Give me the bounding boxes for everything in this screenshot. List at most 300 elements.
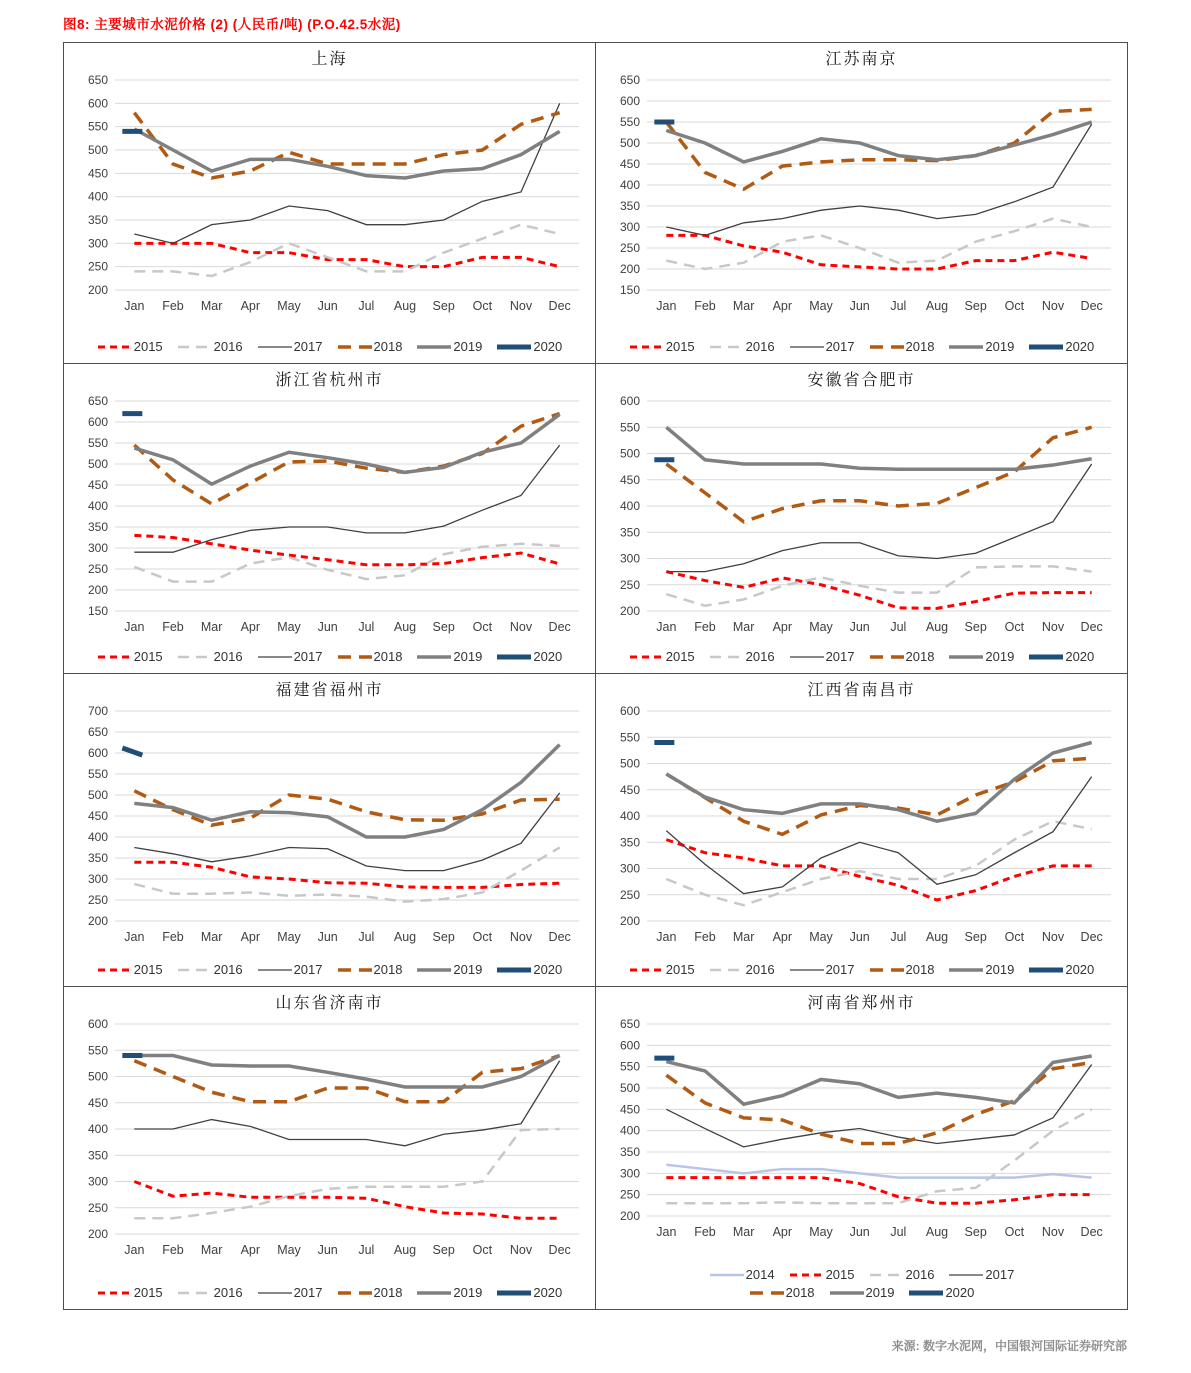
x-tick-label: Feb bbox=[693, 1225, 716, 1239]
legend-item-2017 bbox=[789, 339, 855, 354]
y-tick-label: 300 bbox=[619, 220, 640, 234]
chart-plot bbox=[601, 1014, 1123, 1244]
gridlines bbox=[619, 1017, 1110, 1223]
chart-title: 江西省南昌市 bbox=[807, 682, 916, 699]
legend-row bbox=[64, 962, 595, 977]
line-2019 bbox=[666, 1056, 1091, 1104]
legend-item-2017 bbox=[789, 962, 855, 977]
legend-label: 2016 bbox=[213, 1285, 243, 1300]
y-tick-label: 250 bbox=[87, 1200, 108, 1215]
y-tick-label: 600 bbox=[619, 94, 640, 108]
y-tick-label: 500 bbox=[87, 788, 108, 802]
legend-swatch-2019 bbox=[416, 342, 452, 352]
x-tick-label: Mar bbox=[200, 930, 222, 944]
x-tick-label: Oct bbox=[472, 1243, 492, 1257]
x-tick-label: Oct bbox=[1004, 620, 1024, 634]
x-tick-label: May bbox=[276, 930, 301, 944]
x-tick-label: Jan bbox=[655, 1225, 676, 1239]
x-tick-label: Jun bbox=[317, 930, 338, 944]
legend-item-2016 bbox=[177, 649, 243, 664]
legend-swatch-2019 bbox=[416, 965, 452, 975]
x-axis-labels bbox=[124, 299, 571, 313]
line-2019 bbox=[666, 427, 1091, 469]
legend-item-2019 bbox=[948, 649, 1014, 664]
chart-panel-3 bbox=[64, 364, 596, 674]
x-tick-label: Jan bbox=[123, 299, 144, 313]
y-tick-label: 350 bbox=[619, 525, 640, 540]
legend-swatch-2016 bbox=[869, 1270, 905, 1280]
x-tick-label: Oct bbox=[472, 299, 492, 313]
x-tick-label: Apr bbox=[772, 1225, 792, 1239]
x-tick-label: Apr bbox=[240, 1243, 260, 1257]
legend-label: 2016 bbox=[213, 962, 243, 977]
line-2015 bbox=[666, 235, 1091, 269]
legend-item-2017 bbox=[257, 962, 323, 977]
legend-item-2016 bbox=[177, 339, 243, 354]
x-tick-label: Mar bbox=[732, 1225, 754, 1239]
legend-label: 2015 bbox=[133, 962, 163, 977]
chart-legend bbox=[64, 1282, 595, 1300]
x-tick-label: Jun bbox=[317, 299, 338, 313]
legend-item-2020 bbox=[496, 962, 562, 977]
chart-panel-5 bbox=[64, 674, 596, 987]
legend-swatch-2018 bbox=[337, 965, 373, 975]
legend-row bbox=[64, 649, 595, 664]
y-tick-label: 450 bbox=[619, 472, 640, 487]
gridlines bbox=[619, 73, 1110, 297]
legend-row bbox=[596, 1267, 1127, 1282]
x-tick-label: Dec bbox=[1080, 930, 1103, 944]
legend-item-2020 bbox=[1028, 962, 1094, 977]
legend-label: 2016 bbox=[745, 339, 775, 354]
chart-legend bbox=[596, 959, 1127, 977]
x-tick-label: Aug bbox=[925, 930, 948, 944]
legend-label: 2017 bbox=[293, 649, 323, 664]
legend-item-2015 bbox=[629, 649, 695, 664]
line-2019 bbox=[134, 129, 559, 178]
chart-title: 江苏南京 bbox=[825, 51, 898, 68]
legend-label: 2020 bbox=[533, 962, 563, 977]
x-tick-label: Sep bbox=[964, 620, 987, 634]
legend-swatch-2015 bbox=[97, 342, 133, 352]
legend-swatch-2017 bbox=[257, 965, 293, 975]
legend-swatch-2016 bbox=[177, 1288, 213, 1298]
y-tick-label: 500 bbox=[87, 143, 108, 157]
x-tick-label: Nov bbox=[509, 1243, 532, 1257]
x-tick-label: Apr bbox=[772, 299, 792, 313]
figure-title: 图8: 主要城市水泥价格 (2) (人民币/吨) (P.O.42.5水泥) bbox=[63, 17, 401, 32]
legend-row bbox=[64, 1285, 595, 1300]
x-tick-label: Oct bbox=[1004, 1225, 1024, 1239]
legend-item-2020 bbox=[1028, 339, 1094, 354]
x-tick-label: Jan bbox=[655, 620, 676, 634]
legend-swatch-2020 bbox=[496, 342, 532, 352]
line-2016 bbox=[134, 225, 559, 276]
legend-swatch-2016 bbox=[177, 342, 213, 352]
y-tick-label: 500 bbox=[619, 136, 640, 150]
legend-item-2015 bbox=[629, 962, 695, 977]
x-tick-label: Dec bbox=[1080, 1225, 1103, 1239]
y-tick-label: 600 bbox=[87, 415, 108, 429]
line-2016 bbox=[134, 848, 559, 902]
legend-label: 2018 bbox=[373, 339, 403, 354]
legend-label: 2015 bbox=[665, 339, 695, 354]
x-tick-label: Jan bbox=[123, 930, 144, 944]
y-tick-label: 600 bbox=[619, 1038, 640, 1053]
x-tick-label: Jul bbox=[357, 620, 374, 634]
x-tick-label: Aug bbox=[393, 1243, 416, 1257]
legend-item-2017 bbox=[257, 649, 323, 664]
y-tick-label: 400 bbox=[619, 499, 640, 513]
chart-title: 山东省济南市 bbox=[275, 995, 384, 1012]
x-tick-label: Jun bbox=[317, 620, 338, 634]
x-tick-label: Jul bbox=[357, 930, 374, 944]
legend-swatch-2016 bbox=[709, 342, 745, 352]
y-tick-label: 400 bbox=[87, 1122, 108, 1136]
legend-item-2019 bbox=[948, 339, 1014, 354]
legend-label: 2014 bbox=[745, 1267, 775, 1282]
legend-swatch-2018 bbox=[749, 1288, 785, 1298]
y-tick-label: 300 bbox=[87, 1174, 108, 1189]
x-tick-label: Apr bbox=[772, 930, 792, 944]
line-2018 bbox=[666, 1062, 1091, 1143]
legend-label: 2016 bbox=[745, 649, 775, 664]
legend-item-2016 bbox=[177, 962, 243, 977]
y-tick-label: 650 bbox=[619, 73, 640, 87]
legend-item-2016 bbox=[709, 339, 775, 354]
y-tick-label: 200 bbox=[619, 262, 640, 276]
legend-item-2018 bbox=[869, 649, 935, 664]
y-tick-label: 450 bbox=[87, 809, 108, 823]
legend-swatch-2019 bbox=[948, 342, 984, 352]
legend-item-2018 bbox=[869, 339, 935, 354]
x-tick-label: Nov bbox=[1041, 299, 1064, 313]
x-tick-label: Jul bbox=[889, 620, 906, 634]
y-tick-label: 450 bbox=[619, 782, 640, 797]
y-tick-label: 550 bbox=[87, 436, 108, 450]
chart-plot bbox=[69, 701, 591, 949]
legend-label: 2016 bbox=[213, 649, 243, 664]
y-tick-label: 400 bbox=[87, 189, 108, 204]
legend-label: 2019 bbox=[453, 339, 483, 354]
x-tick-label: Aug bbox=[393, 299, 416, 313]
legend-item-2018 bbox=[869, 962, 935, 977]
chart-legend bbox=[64, 336, 595, 354]
legend-item-2018 bbox=[337, 339, 403, 354]
legend-swatch-2018 bbox=[869, 965, 905, 975]
y-tick-label: 400 bbox=[619, 1123, 640, 1138]
x-tick-label: Feb bbox=[693, 620, 716, 634]
legend-label: 2017 bbox=[293, 339, 323, 354]
legend-row bbox=[596, 962, 1127, 977]
line-2016 bbox=[666, 219, 1091, 269]
legend-swatch-2020 bbox=[1028, 965, 1064, 975]
y-tick-label: 550 bbox=[619, 115, 640, 129]
y-tick-label: 300 bbox=[619, 1166, 640, 1181]
legend-label: 2019 bbox=[453, 962, 483, 977]
y-tick-label: 300 bbox=[619, 861, 640, 876]
legend-swatch-2019 bbox=[416, 1288, 452, 1298]
x-tick-label: Sep bbox=[432, 620, 455, 634]
y-tick-label: 450 bbox=[87, 166, 108, 181]
x-tick-label: May bbox=[808, 1225, 833, 1239]
x-tick-label: Feb bbox=[161, 930, 184, 944]
chart-title: 河南省郑州市 bbox=[807, 995, 916, 1012]
y-tick-label: 400 bbox=[87, 830, 108, 844]
legend-swatch-2020 bbox=[496, 652, 532, 662]
legend-swatch-2020 bbox=[496, 1288, 532, 1298]
line-2016 bbox=[134, 544, 559, 582]
x-tick-label: Dec bbox=[548, 620, 571, 634]
y-tick-label: 450 bbox=[87, 478, 108, 492]
x-tick-label: Nov bbox=[1041, 930, 1064, 944]
x-tick-label: Aug bbox=[393, 930, 416, 944]
x-tick-label: Feb bbox=[693, 930, 716, 944]
x-axis-labels bbox=[124, 620, 571, 634]
y-tick-label: 550 bbox=[87, 767, 108, 781]
legend-swatch-2016 bbox=[177, 965, 213, 975]
legend-item-2020 bbox=[496, 339, 562, 354]
legend-label: 2016 bbox=[745, 962, 775, 977]
chart-panel-4 bbox=[596, 364, 1128, 674]
legend-label: 2020 bbox=[533, 649, 563, 664]
legend-item-2019 bbox=[416, 649, 482, 664]
y-tick-label: 600 bbox=[619, 394, 640, 408]
x-tick-label: Jul bbox=[357, 1243, 374, 1257]
legend-swatch-2019 bbox=[948, 652, 984, 662]
legend-label: 2016 bbox=[213, 339, 243, 354]
line-2018 bbox=[134, 791, 559, 825]
y-tick-label: 350 bbox=[87, 1148, 108, 1163]
legend-label: 2019 bbox=[985, 649, 1015, 664]
legend-label: 2018 bbox=[373, 649, 403, 664]
legend-item-2015 bbox=[97, 649, 163, 664]
x-tick-label: Sep bbox=[432, 930, 455, 944]
legend-label: 2015 bbox=[133, 649, 163, 664]
y-tick-label: 200 bbox=[619, 1209, 640, 1223]
x-axis-labels bbox=[656, 299, 1103, 313]
charts-grid bbox=[63, 42, 1128, 1310]
y-tick-label: 250 bbox=[619, 887, 640, 902]
chart-legend bbox=[596, 1264, 1127, 1300]
x-tick-label: Nov bbox=[509, 930, 532, 944]
y-tick-label: 550 bbox=[619, 1059, 640, 1074]
legend-label: 2020 bbox=[1065, 962, 1095, 977]
y-tick-label: 650 bbox=[87, 73, 108, 87]
legend-swatch-2017 bbox=[789, 965, 825, 975]
legend-item-2018 bbox=[337, 962, 403, 977]
y-tick-label: 200 bbox=[619, 914, 640, 928]
line-2019 bbox=[666, 743, 1091, 822]
chart-panel-8 bbox=[596, 987, 1128, 1310]
y-tick-label: 400 bbox=[619, 809, 640, 823]
y-tick-label: 350 bbox=[619, 199, 640, 213]
chart-legend bbox=[596, 336, 1127, 354]
y-tick-label: 450 bbox=[619, 1102, 640, 1117]
y-tick-label: 550 bbox=[619, 420, 640, 435]
legend-swatch-2016 bbox=[709, 652, 745, 662]
x-tick-label: Mar bbox=[200, 299, 222, 313]
legend-item-2019 bbox=[948, 962, 1014, 977]
source-note: 来源: 数字水泥网，中国银河国际证券研究部 bbox=[891, 1339, 1127, 1353]
legend-swatch-2015 bbox=[629, 965, 665, 975]
legend-swatch-2015 bbox=[629, 342, 665, 352]
y-tick-label: 250 bbox=[87, 893, 108, 907]
chart-plot bbox=[69, 1014, 591, 1262]
x-tick-label: May bbox=[808, 620, 833, 634]
x-tick-label: Dec bbox=[548, 299, 571, 313]
legend-swatch-2015 bbox=[97, 1288, 133, 1298]
x-tick-label: Jul bbox=[357, 299, 374, 313]
x-tick-label: Sep bbox=[432, 299, 455, 313]
line-2018 bbox=[134, 113, 559, 178]
legend-item-2015 bbox=[97, 1285, 163, 1300]
legend-item-2015 bbox=[97, 339, 163, 354]
legend-label: 2020 bbox=[945, 1285, 975, 1300]
y-tick-label: 600 bbox=[87, 96, 108, 111]
x-tick-label: Nov bbox=[509, 620, 532, 634]
y-tick-label: 150 bbox=[619, 283, 640, 297]
y-tick-label: 200 bbox=[87, 583, 108, 597]
y-tick-label: 550 bbox=[87, 119, 108, 134]
legend-label: 2018 bbox=[785, 1285, 815, 1300]
x-tick-label: Mar bbox=[200, 1243, 222, 1257]
x-tick-label: Jul bbox=[889, 299, 906, 313]
chart-plot bbox=[601, 701, 1123, 949]
y-tick-label: 200 bbox=[619, 604, 640, 618]
x-tick-label: Sep bbox=[964, 930, 987, 944]
legend-item-2016 bbox=[709, 649, 775, 664]
chart-title: 上海 bbox=[311, 51, 348, 68]
x-tick-label: May bbox=[808, 930, 833, 944]
y-tick-label: 350 bbox=[87, 213, 108, 227]
legend-item-2019 bbox=[416, 339, 482, 354]
legend-label: 2019 bbox=[985, 339, 1015, 354]
chart-legend bbox=[64, 959, 595, 977]
gridlines bbox=[87, 73, 578, 297]
line-2019 bbox=[666, 122, 1091, 162]
legend-swatch-2018 bbox=[337, 1288, 373, 1298]
legend-swatch-2019 bbox=[416, 652, 452, 662]
y-tick-label: 500 bbox=[619, 756, 640, 771]
y-tick-label: 700 bbox=[87, 704, 108, 718]
x-tick-label: Feb bbox=[161, 299, 184, 313]
line-2015 bbox=[134, 1182, 559, 1219]
x-tick-label: Aug bbox=[393, 620, 416, 634]
y-tick-label: 600 bbox=[619, 704, 640, 718]
legend-row bbox=[596, 339, 1127, 354]
y-tick-label: 450 bbox=[87, 1095, 108, 1110]
y-tick-label: 550 bbox=[619, 730, 640, 745]
y-tick-label: 650 bbox=[87, 394, 108, 408]
x-tick-label: Mar bbox=[732, 299, 754, 313]
line-2015 bbox=[134, 535, 559, 564]
legend-swatch-2015 bbox=[97, 965, 133, 975]
x-tick-label: Apr bbox=[240, 299, 260, 313]
legend-item-2020 bbox=[1028, 649, 1094, 664]
legend-label: 2019 bbox=[985, 962, 1015, 977]
legend-swatch-2020 bbox=[1028, 342, 1064, 352]
y-tick-label: 400 bbox=[619, 178, 640, 192]
legend-swatch-2017 bbox=[789, 652, 825, 662]
x-tick-label: Mar bbox=[732, 620, 754, 634]
legend-label: 2020 bbox=[1065, 649, 1095, 664]
x-tick-label: May bbox=[276, 299, 301, 313]
y-tick-label: 300 bbox=[87, 236, 108, 251]
x-tick-label: Aug bbox=[925, 1225, 948, 1239]
legend-swatch-2018 bbox=[337, 652, 373, 662]
legend-swatch-2015 bbox=[789, 1270, 825, 1280]
line-2020 bbox=[122, 748, 142, 755]
legend-label: 2016 bbox=[905, 1267, 935, 1282]
legend-label: 2015 bbox=[133, 1285, 163, 1300]
x-tick-label: Jan bbox=[123, 1243, 144, 1257]
x-tick-label: Dec bbox=[548, 1243, 571, 1257]
legend-swatch-2016 bbox=[177, 652, 213, 662]
legend-swatch-2020 bbox=[1028, 652, 1064, 662]
legend-swatch-2018 bbox=[869, 652, 905, 662]
legend-label: 2017 bbox=[985, 1267, 1015, 1282]
y-tick-label: 250 bbox=[87, 562, 108, 576]
legend-swatch-2017 bbox=[257, 652, 293, 662]
x-tick-label: Oct bbox=[1004, 299, 1024, 313]
y-tick-label: 500 bbox=[619, 446, 640, 461]
x-tick-label: Nov bbox=[509, 299, 532, 313]
legend-label: 2018 bbox=[373, 1285, 403, 1300]
x-tick-label: Aug bbox=[925, 620, 948, 634]
legend-item-2014 bbox=[709, 1267, 775, 1282]
y-tick-label: 350 bbox=[87, 520, 108, 534]
line-2017 bbox=[666, 1065, 1091, 1147]
x-tick-label: Sep bbox=[964, 1225, 987, 1239]
chart-panel-7 bbox=[64, 987, 596, 1310]
y-tick-label: 300 bbox=[87, 541, 108, 555]
x-tick-label: Oct bbox=[1004, 930, 1024, 944]
legend-swatch-2017 bbox=[257, 1288, 293, 1298]
legend-label: 2018 bbox=[905, 962, 935, 977]
x-tick-label: Apr bbox=[772, 620, 792, 634]
x-tick-label: Mar bbox=[200, 620, 222, 634]
legend-label: 2017 bbox=[293, 1285, 323, 1300]
x-tick-label: Apr bbox=[240, 620, 260, 634]
legend-swatch-2014 bbox=[709, 1270, 745, 1280]
legend-label: 2017 bbox=[825, 339, 855, 354]
x-tick-label: Dec bbox=[1080, 620, 1103, 634]
line-2014 bbox=[666, 1165, 1091, 1178]
y-tick-label: 400 bbox=[87, 499, 108, 513]
legend-label: 2018 bbox=[905, 649, 935, 664]
line-2016 bbox=[666, 821, 1091, 905]
x-tick-label: Jun bbox=[849, 620, 870, 634]
legend-swatch-2015 bbox=[629, 652, 665, 662]
legend-item-2019 bbox=[416, 962, 482, 977]
legend-label: 2019 bbox=[453, 1285, 483, 1300]
x-tick-label: May bbox=[276, 620, 301, 634]
legend-label: 2015 bbox=[825, 1267, 855, 1282]
gridlines bbox=[87, 394, 578, 618]
x-tick-label: Jun bbox=[849, 930, 870, 944]
legend-item-2018 bbox=[337, 649, 403, 664]
chart-panel-2 bbox=[596, 43, 1128, 364]
x-tick-label: May bbox=[276, 1243, 301, 1257]
y-tick-label: 450 bbox=[619, 157, 640, 171]
y-tick-label: 500 bbox=[619, 1081, 640, 1095]
chart-legend bbox=[596, 646, 1127, 664]
legend-swatch-2017 bbox=[789, 342, 825, 352]
y-tick-label: 300 bbox=[619, 551, 640, 566]
x-tick-label: Oct bbox=[472, 620, 492, 634]
y-tick-label: 350 bbox=[619, 1145, 640, 1159]
